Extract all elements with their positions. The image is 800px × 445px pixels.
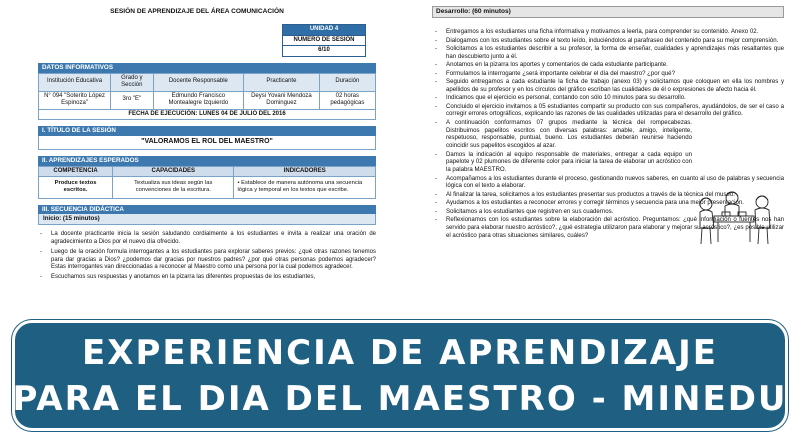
col-competencia: COMPETENCIA [39,166,113,177]
col-indicadores: INDICADORES [234,166,376,177]
fecha-ejecucion: FECHA DE EJECUCIÓN: LUNES 04 DE JULIO DEL 2016 [38,110,376,121]
inicio-list [38,231,376,282]
list-item: - Acompañamos a los estudiantes durante el proceso, gestionando nuevos saberes, en cuanto al uso de palabras y secuencia lógica con el texto a elaborar. [432,175,784,191]
competencia-cell: Produce textos escritos. [39,177,113,198]
unit-box [282,24,366,57]
datos-grado: 3ro "E" [111,91,153,109]
list-item: - Escuchamos sus respuestas y anotamos en la pizarra las diferentes propuestas de los estudiantes, [38,274,376,282]
list-item: - Anotamos en la pizarra los aportes y comentarios de cada estudiante participante. [432,61,784,69]
unit-label: UNIDAD 4 [283,25,365,36]
datos-col-practicante: Practicante [244,73,319,91]
banner-line-1: EXPERIENCIA DE APRENDIZAJE [82,332,718,373]
capacidad-cell: Textualiza sus ideas según las convenciones de la escritura. [113,177,234,198]
left-column [38,8,376,284]
datos-header: DATOS INFORMATIVOS [38,63,376,73]
datos-col-docente: Docente Responsable [153,73,244,91]
session-value: 6/10 [318,47,330,54]
inicio-label: Inicio: (15 minutos) [38,214,376,225]
title-banner [12,320,788,431]
list-item: - Dialogamos con los estudiantes sobre el texto leído, induciéndolos al parafraseo del contenido para su mejor comprensión. [432,37,784,45]
list-item: - Formulamos la interrogante ¿será importante celebrar el día del maestro? ¿por qué? [432,70,784,78]
datos-col-grado: Grado y Sección [111,73,153,91]
titulo-header: I. TÍTULO DE LA SESIÓN [38,126,376,136]
datos-docente: Edmundo Francisco Montealegre Izquierdo [153,91,244,109]
list-item: - A continuación conformamos 07 grupos mediante la técnica del rompecabezas. Distribuimos papelitos escritos con diversas palabras: amable, amigo, inteligente, respetuoso, responsable, puntual, bueno. Los estudiantes deberán reunirse haciendo coincidir sus papelitos escogidos al azar. [432,119,692,150]
list-item: - Indicamos que el ejercicio es personal, contando con sólo 10 minutos para su desarrollo. [432,94,784,102]
list-item: - Solicitamos a los estudiantes que registren en sus cuadernos. [432,208,784,216]
datos-institucion: N° 094 "Soterito López Espinoza" [39,91,111,109]
list-item: - Seguido entregamos a cada estudiante la ficha de trabajo (anexo 03) y solicitamos que coloquen en ella los nombres y apellidos de su profesor y en los círculos del gráfico escriban las cualidades de él o expresiones de afecto hacia él. [432,78,784,94]
datos-practicante: Deysi Yovani Mendoza Dominguez [244,91,319,109]
document-title: SESIÓN DE APRENDIZAJE DEL ÁREA COMUNICACIÓN [110,8,284,15]
classroom-illustration [692,176,780,250]
desarrollo-header: Desarrollo: (60 minutos) [432,6,784,18]
session-title: "VALORAMOS EL ROL DEL MAESTRO" [38,136,376,150]
list-item: - Entregamos a los estudiantes una ficha informativa y motivamos a leerla, para comprender su contenido. Anexo 02. [432,28,784,36]
list-item: - La docente practicante inicia la sesión saludando cordialmente a los estudiantes e invita a realizar una oración de agradecimiento a Dios por el nuevo día ofrecido. [38,231,376,247]
col-capacidades: CAPACIDADES [113,166,234,177]
list-item: - Reflexionamos con los estudiantes sobre la elaboración del acróstico. Preguntamos: ¿qué información o fuentes nos han servido para elaborar nuestro acróstico?, ¿qué estrategia utilizaron para elaborar y mejorar su acróstico?, ¿es posible utilizar el acróstico para otras situaciones similares, cuáles? [432,216,784,239]
session-label: NÚMERO DE SESIÓN [283,36,365,47]
list-item: - Luego de la oración formula interrogantes a los estudiantes para explorar saberes previos: ¿qué otras razones tenemos para dar gracias a Dios? ¿podemos dar gracias por nuestros padres? ¿por qué otras personas podemos agradecer? Estas interrogantes van direccionadas a reconocer al Maestro como una persona por la cual podemos agradecer. [38,249,376,272]
aprendizajes-table [38,166,376,199]
list-item: - Al finalizar la tarea, solicitamos a los estudiantes presentar sus productos a través de la técnica del museo. [432,191,784,199]
list-item: - Ayudamos a los estudiantes a reconocer errores y corregir términos y secuencia para una mejor presentación. [432,199,784,207]
aprendizajes-header: II. APRENDIZAJES ESPERADOS [38,156,376,166]
datos-col-duracion: Duración [319,73,375,91]
list-item: - Damos la indicación al equipo responsable de materiales, entregar a cada equipo un papelote y 02 plumones de diferente color para iniciar la tarea de elaborar un acróstico con la palabra MAESTRO. [432,151,692,174]
datos-col-institucion: Institución Educativa [39,73,111,91]
datos-table [38,73,376,110]
indicador-text: Establece de manera autónoma una secuencia lógica y temporal en los textos que escribe. [237,180,363,194]
banner-line-2: PARA EL DIA DEL MAESTRO - MINEDU [12,378,788,419]
list-item: - Solicitamos a los estudiantes describir a su profesor, la forma de enseñar, cualidades y aprendizajes más resaltantes que han descubierto junto a él. [432,45,784,61]
indicador-cell: • Establece de manera autónoma una secuencia lógica y temporal en los textos que escribe. [234,177,376,198]
secuencia-header: III. SECUENCIA DIDÁCTICA [38,205,376,215]
list-item: - Concluido el ejercicio invitamos a 05 estudiantes compartir su producto con sus compañeros, ayudándolos, de ser el caso a corregir errores ortográficos, explicando las razones de las cualidades utilizadas para el desarrollo del gráfico. [432,103,784,119]
datos-duracion: 02 horas pedagógicas [319,91,375,109]
